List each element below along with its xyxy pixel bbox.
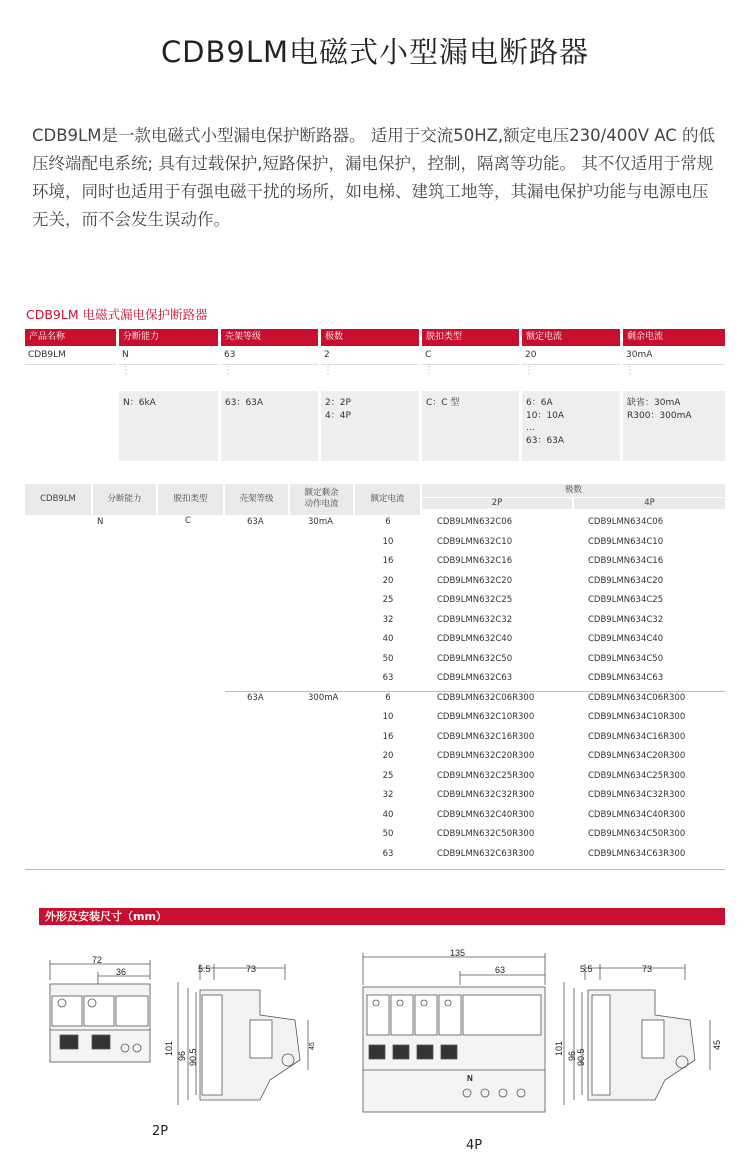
spec-header: 极数 — [321, 329, 419, 346]
rated-current-cell: 50 — [382, 653, 394, 664]
dim-side4-h2: 96 — [567, 1050, 577, 1061]
spec-value: N — [122, 350, 129, 360]
model-4p-cell: CDB9LMN634C20 — [588, 575, 664, 586]
model-2p-cell: CDB9LMN632C25R300 — [437, 770, 535, 781]
rated-current-cell: 6 — [385, 692, 391, 703]
rated-current-cell: 25 — [382, 770, 394, 781]
spec-header: 脱扣类型 — [422, 329, 519, 346]
front-2p-drawing — [40, 950, 160, 1070]
spec-value-cell — [522, 346, 620, 365]
spec-options: C：C 型 — [422, 391, 519, 461]
product-intro: CDB9LM是一款电磁式小型漏电保护断路器。 适用于交流50HZ,额定电压230/400V AC 的低压终端配电系统; 具有过载保护,短路保护，漏电保护，控制，隔离等功能。 其不仅适用于常规环境，同时也适用于有强电磁干扰的场所，如电梯、建筑工地等，其漏电保护功能与电源电压无关，而不会发生误动作。 — [32, 126, 716, 229]
dim-side-h3: 90.5 — [188, 1048, 198, 1066]
model-2p-cell: CDB9LMN632C10R300 — [437, 712, 535, 722]
residual-value: 300mA — [308, 692, 339, 703]
header-residual — [290, 484, 353, 515]
rated-current-cell: 10 — [382, 712, 394, 722]
model-2p-cell: CDB9LMN632C32 — [437, 614, 513, 625]
down-arrow-icon: ⋮ — [524, 365, 534, 376]
model-2p-cell: CDB9LMN632C32R300 — [437, 790, 535, 800]
header-current: 额定电流 — [355, 484, 420, 515]
model-4p-cell: CDB9LMN634C16 — [588, 556, 664, 566]
down-arrow-icon: ⋮ — [625, 365, 635, 376]
down-arrow-icon: ⋮ — [323, 365, 333, 376]
dim-4p-part: 63 — [495, 965, 506, 975]
dim-side-h4: 45 — [309, 1042, 316, 1050]
spec-options: 2：2P 4：4P — [321, 391, 419, 461]
model-4p-cell: CDB9LMN634C06R300 — [588, 692, 686, 703]
rated-current-cell: 32 — [382, 790, 394, 800]
spec-value: C — [425, 350, 432, 360]
spec-header: 剩余电流 — [623, 329, 725, 346]
rated-current-cell: 16 — [382, 731, 394, 742]
spec-value-cell — [221, 346, 318, 365]
model-4p-cell: CDB9LMN634C40 — [588, 634, 664, 644]
rated-current-cell: 6 — [385, 517, 391, 527]
model-4p-cell: CDB9LMN634C50 — [588, 653, 664, 664]
model-4p-cell: CDB9LMN634C63 — [588, 673, 664, 683]
down-arrow-icon: ⋮ — [424, 365, 434, 376]
header-breaking: 分断能力 — [93, 484, 156, 515]
model-4p-cell: CDB9LMN634C25 — [588, 595, 664, 605]
spec-header: 分断能力 — [119, 329, 218, 346]
rated-current-cell: 32 — [382, 614, 394, 625]
label-2p: 2P — [152, 1124, 169, 1139]
breaking-value: N — [97, 517, 104, 527]
model-2p-cell: CDB9LMN632C16R300 — [437, 731, 535, 742]
dim-side-h2: 96 — [177, 1050, 187, 1061]
residual-value: 30mA — [308, 517, 333, 527]
rated-current-cell: 20 — [382, 751, 394, 761]
dim-4p-width: 135 — [450, 948, 466, 958]
label-4p: 4P — [466, 1138, 483, 1153]
model-4p-cell: CDB9LMN634C63R300 — [588, 848, 686, 859]
spec-value: CDB9LM — [28, 350, 66, 360]
dim-side4-h1: 101 — [554, 1040, 564, 1056]
dim-side4-h3: 90.5 — [576, 1048, 586, 1066]
header-2p: 2P — [422, 498, 572, 509]
n-terminal-mark: N — [467, 1074, 473, 1083]
header-frame: 壳架等级 — [225, 484, 288, 515]
trip-value: C — [185, 516, 191, 526]
model-2p-cell: CDB9LMN632C50 — [437, 653, 513, 664]
spec-options: 63：63A — [221, 391, 318, 461]
model-2p-cell: CDB9LMN632C20R300 — [437, 751, 535, 761]
dim-side-a: 5.5 — [198, 964, 211, 974]
model-4p-cell: CDB9LMN634C32R300 — [588, 790, 686, 800]
header-residual-line1: 额定剩余 — [304, 488, 339, 498]
dim-side4-b: 73 — [642, 964, 653, 974]
spec-options: N：6kA — [119, 391, 218, 461]
dim-2p-half: 36 — [116, 967, 127, 977]
dim-side-h1: 101 — [164, 1040, 174, 1056]
rated-current-cell: 40 — [382, 634, 394, 644]
frame-value: 63A — [247, 692, 264, 703]
dim-side4-a: 5.5 — [580, 964, 593, 974]
rated-current-cell: 63 — [382, 848, 394, 859]
model-2p-cell: CDB9LMN632C10 — [437, 536, 513, 547]
rated-current-cell: 25 — [382, 595, 394, 605]
spec-value: 20 — [525, 350, 537, 360]
spec-options: 缺省：30mA R300：300mA — [623, 391, 725, 461]
model-4p-cell: CDB9LMN634C25R300 — [588, 770, 686, 781]
model-4p-cell: CDB9LMN634C06 — [588, 517, 664, 527]
model-2p-cell: CDB9LMN632C25 — [437, 595, 513, 605]
side-4p-drawing — [554, 960, 730, 1120]
spec-value: 2 — [324, 350, 330, 360]
spec-section-title: CDB9LM 电磁式漏电保护断路器 — [26, 307, 208, 322]
rated-current-cell: 10 — [382, 536, 394, 547]
front-4p-drawing — [355, 945, 555, 1120]
header-trip: 脱扣类型 — [158, 484, 223, 515]
rated-current-cell: 40 — [382, 809, 394, 820]
rated-current-cell: 20 — [382, 575, 394, 586]
model-2p-cell: CDB9LMN632C63 — [437, 673, 513, 683]
model-2p-cell: CDB9LMN632C06 — [437, 517, 513, 527]
model-4p-cell: CDB9LMN634C10R300 — [588, 712, 686, 722]
spec-header: 额定电流 — [522, 329, 620, 346]
down-arrow-icon: ⋮ — [121, 365, 131, 376]
model-2p-cell: CDB9LMN632C16 — [437, 556, 513, 566]
rated-current-cell: 16 — [382, 556, 394, 566]
frame-value: 63A — [247, 517, 264, 527]
table-bottom-border — [25, 869, 725, 870]
model-2p-cell: CDB9LMN632C63R300 — [437, 848, 535, 859]
spec-header: 壳架等级 — [221, 329, 318, 346]
model-4p-cell: CDB9LMN634C20R300 — [588, 751, 686, 761]
rated-current-cell: 50 — [382, 829, 394, 839]
model-4p-cell: CDB9LMN634C32 — [588, 614, 664, 625]
dim-side4-h4: 45 — [712, 1039, 722, 1050]
spec-value-cell — [119, 346, 218, 365]
header-model: CDB9LM — [25, 484, 91, 515]
model-4p-cell: CDB9LMN634C10 — [588, 536, 664, 547]
rated-current-cell: 63 — [382, 673, 394, 683]
model-4p-cell: CDB9LMN634C16R300 — [588, 731, 686, 742]
dimensions-title: 外形及安装尺寸（mm） — [39, 908, 725, 925]
dim-side-b: 73 — [246, 964, 257, 974]
spec-header: 产品名称 — [25, 329, 116, 346]
spec-value: 63 — [224, 350, 236, 360]
model-2p-cell: CDB9LMN632C40R300 — [437, 809, 535, 820]
spec-value: 30mA — [626, 350, 653, 360]
model-2p-cell: CDB9LMN632C20 — [437, 575, 513, 586]
page-title: CDB9LM电磁式小型漏电断路器 — [160, 35, 590, 69]
side-2p-drawing — [160, 960, 320, 1120]
dim-2p-width: 72 — [92, 955, 103, 965]
header-residual-line2: 动作电流 — [304, 499, 339, 509]
header-poles: 极数 — [422, 484, 725, 497]
header-4p: 4P — [574, 498, 725, 509]
model-4p-cell: CDB9LMN634C40R300 — [588, 809, 686, 820]
model-2p-cell: CDB9LMN632C06R300 — [437, 692, 535, 703]
model-4p-cell: CDB9LMN634C50R300 — [588, 829, 686, 839]
spec-value-cell — [321, 346, 419, 365]
down-arrow-icon: ⋮ — [223, 365, 233, 376]
model-2p-cell: CDB9LMN632C50R300 — [437, 829, 535, 839]
group-separator — [225, 691, 725, 692]
model-2p-cell: CDB9LMN632C40 — [437, 634, 513, 644]
spec-options: 6：6A 10：10A ... 63：63A — [522, 391, 620, 461]
spec-value-cell — [422, 346, 519, 365]
